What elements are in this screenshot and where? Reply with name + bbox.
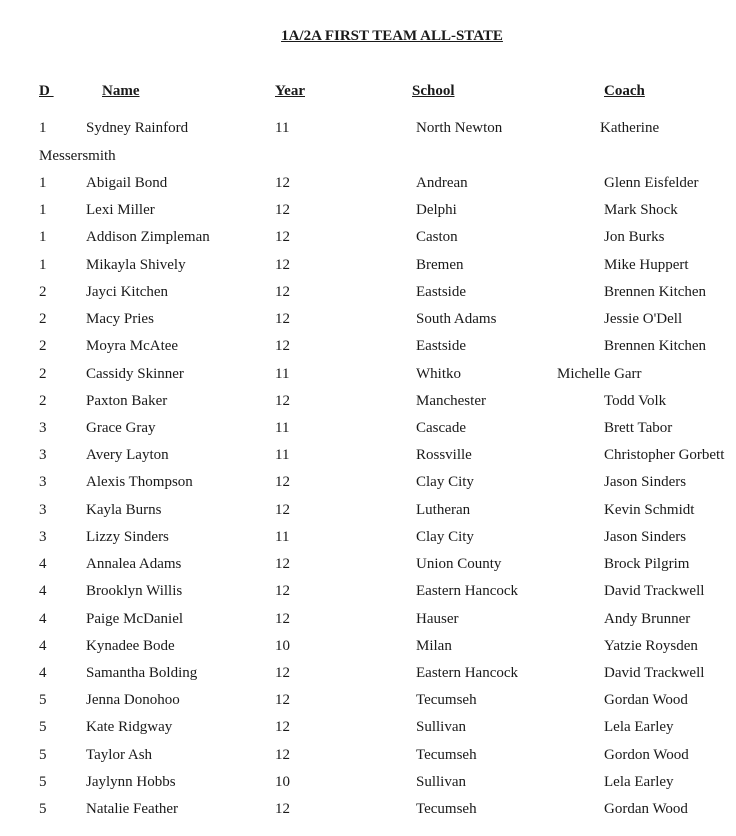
cell-name: Natalie Feather (86, 801, 179, 818)
cell-d: 1 (39, 175, 47, 191)
cell-coach: Mike Huppert (604, 256, 689, 273)
cell-year: 10 (275, 637, 290, 654)
cell-d: 2 (39, 311, 47, 328)
cell-coach: Brett Tabor (604, 419, 673, 436)
cell-coach: Gordan Wood (604, 801, 688, 818)
cell-d: 3 (39, 447, 47, 464)
cell-school: Eastern Hancock (416, 664, 519, 681)
cell-d: 2 (39, 338, 47, 355)
cell-school: Milan (416, 637, 452, 654)
header-school: School (412, 83, 455, 99)
cell-coach: Jason Sinders (604, 528, 687, 545)
cell-year: 11 (275, 419, 290, 436)
cell-d: 2 (39, 365, 47, 382)
cell-year: 11 (275, 447, 290, 464)
cell-school: Eastern Hancock (416, 583, 519, 600)
cell-d: 3 (39, 501, 47, 518)
cell-year: 11 (275, 120, 290, 136)
cell-name: Annalea Adams (86, 556, 182, 573)
table-row (0, 337, 736, 364)
cell-d: 1 (39, 202, 47, 219)
cell-name: Abigail Bond (86, 175, 168, 191)
cell-d: 4 (39, 556, 47, 573)
cell-year: 11 (275, 365, 290, 382)
cell-school: Union County (416, 556, 502, 573)
cell-school: Sullivan (416, 719, 467, 736)
cell-coach-continued: Messersmith (39, 148, 116, 164)
cell-year: 12 (275, 746, 290, 763)
cell-d: 5 (39, 692, 47, 709)
cell-coach: David Trackwell (604, 583, 705, 600)
cell-name: Taylor Ash (86, 746, 153, 763)
cell-name: Macy Pries (86, 311, 154, 328)
cell-school: Clay City (416, 474, 474, 491)
cell-d: 1 (39, 229, 47, 246)
cell-year: 12 (275, 692, 290, 709)
table-row (0, 310, 736, 337)
table-row (0, 228, 736, 255)
table-row (0, 174, 736, 201)
cell-school: Tecumseh (416, 746, 477, 763)
cell-school: Andrean (416, 175, 468, 191)
table-row (0, 555, 736, 582)
cell-coach: Yatzie Roysden (604, 637, 698, 654)
cell-name: Paige McDaniel (86, 610, 184, 627)
header-coach: Coach (604, 83, 645, 99)
cell-coach: Lela Earley (604, 719, 674, 736)
cell-school: Tecumseh (416, 801, 477, 818)
table-row (0, 256, 736, 283)
cell-school: Hauser (416, 610, 459, 627)
table-row (0, 691, 736, 718)
cell-d: 3 (39, 528, 47, 545)
cell-year: 12 (275, 610, 290, 627)
cell-coach: Gordon Wood (604, 746, 689, 763)
table-row (0, 501, 736, 528)
cell-school: Sullivan (416, 773, 467, 790)
cell-year: 12 (275, 664, 290, 681)
cell-school: Tecumseh (416, 692, 477, 709)
cell-name: Jaylynn Hobbs (86, 773, 176, 790)
cell-d: 1 (39, 120, 47, 136)
cell-school: North Newton (416, 120, 503, 136)
cell-name: Alexis Thompson (86, 474, 193, 491)
table-row (0, 365, 736, 392)
cell-d: 5 (39, 746, 47, 763)
cell-name: Avery Layton (86, 447, 169, 464)
cell-coach: Andy Brunner (604, 610, 691, 627)
cell-coach: Kevin Schmidt (604, 501, 695, 518)
header-d: D (39, 83, 54, 99)
cell-year: 12 (275, 583, 290, 600)
cell-school: South Adams (416, 311, 497, 328)
cell-year: 12 (275, 338, 290, 355)
cell-school: Cascade (416, 419, 466, 436)
cell-year: 12 (275, 256, 290, 273)
table-row (0, 582, 736, 609)
table-row (0, 392, 736, 419)
cell-name: Kayla Burns (86, 501, 162, 518)
cell-school: Lutheran (416, 501, 471, 518)
cell-coach: Jason Sinders (604, 474, 687, 491)
cell-coach: Lela Earley (604, 773, 674, 790)
cell-year: 11 (275, 528, 290, 545)
table-row (0, 746, 736, 773)
cell-coach: Katherine (600, 120, 660, 136)
cell-school: Bremen (416, 256, 464, 273)
table-row (0, 419, 736, 446)
cell-year: 12 (275, 392, 290, 409)
table-row (0, 637, 736, 664)
cell-coach: Michelle Garr (557, 365, 642, 382)
cell-name: Paxton Baker (86, 392, 168, 409)
cell-name: Moyra McAtee (86, 338, 179, 355)
cell-coach: Glenn Eisfelder (604, 175, 699, 191)
cell-name: Brooklyn Willis (86, 583, 183, 600)
cell-school: Clay City (416, 528, 474, 545)
cell-d: 2 (39, 392, 47, 409)
table-row (0, 283, 736, 310)
cell-school: Whitko (416, 365, 461, 382)
cell-name: Lizzy Sinders (86, 528, 169, 545)
table-row (0, 473, 736, 500)
table-row (0, 610, 736, 637)
table-row (0, 528, 736, 555)
table-row (0, 119, 736, 146)
cell-school: Delphi (416, 202, 457, 219)
cell-d: 1 (39, 256, 47, 273)
cell-school: Manchester (416, 392, 486, 409)
cell-d: 5 (39, 719, 47, 736)
cell-year: 12 (275, 801, 290, 818)
cell-coach: Mark Shock (604, 202, 678, 219)
cell-d: 4 (39, 637, 47, 654)
header-year: Year (275, 83, 305, 99)
cell-coach: Brennen Kitchen (604, 338, 707, 355)
cell-year: 12 (275, 556, 290, 573)
cell-name: Cassidy Skinner (86, 365, 184, 382)
cell-name: Addison Zimpleman (86, 229, 210, 246)
table-row (0, 773, 736, 800)
cell-year: 12 (275, 283, 290, 300)
cell-d: 4 (39, 583, 47, 600)
page-title: 1A/2A FIRST TEAM ALL-STATE (281, 28, 503, 44)
cell-coach: Brennen Kitchen (604, 283, 707, 300)
cell-d: 2 (39, 283, 47, 300)
cell-coach: Brock Pilgrim (604, 556, 690, 573)
cell-coach: David Trackwell (604, 664, 705, 681)
cell-d: 4 (39, 610, 47, 627)
table-row (0, 201, 736, 228)
cell-name: Lexi Miller (86, 202, 155, 219)
table-row (0, 718, 736, 745)
cell-d: 5 (39, 801, 47, 818)
cell-name: Jayci Kitchen (86, 283, 169, 300)
cell-year: 12 (275, 202, 290, 219)
cell-year: 12 (275, 719, 290, 736)
cell-year: 12 (275, 311, 290, 328)
cell-school: Caston (416, 229, 458, 246)
cell-name: Kynadee Bode (86, 637, 175, 654)
cell-coach: Todd Volk (604, 392, 667, 409)
cell-coach: Jon Burks (604, 229, 665, 246)
cell-year: 12 (275, 474, 290, 491)
cell-coach: Christopher Gorbett (604, 447, 725, 464)
cell-d: 4 (39, 664, 47, 681)
cell-name: Samantha Bolding (86, 664, 198, 681)
cell-d: 5 (39, 773, 47, 790)
header-name: Name (102, 83, 140, 99)
table-row (0, 664, 736, 691)
table-row (0, 446, 736, 473)
cell-year: 10 (275, 773, 290, 790)
cell-coach: Gordan Wood (604, 692, 688, 709)
table-row (0, 800, 736, 827)
cell-name: Mikayla Shively (86, 256, 186, 273)
cell-school: Rossville (416, 447, 472, 464)
cell-school: Eastside (416, 283, 466, 300)
cell-year: 12 (275, 501, 290, 518)
cell-name: Jenna Donohoo (86, 692, 180, 709)
cell-name: Grace Gray (86, 419, 156, 436)
cell-year: 12 (275, 229, 290, 246)
cell-name: Kate Ridgway (86, 719, 173, 736)
cell-year: 12 (275, 175, 290, 191)
cell-d: 3 (39, 474, 47, 491)
cell-name: Sydney Rainford (86, 120, 189, 136)
cell-school: Eastside (416, 338, 466, 355)
cell-coach: Jessie O'Dell (604, 311, 683, 328)
cell-d: 3 (39, 419, 47, 436)
